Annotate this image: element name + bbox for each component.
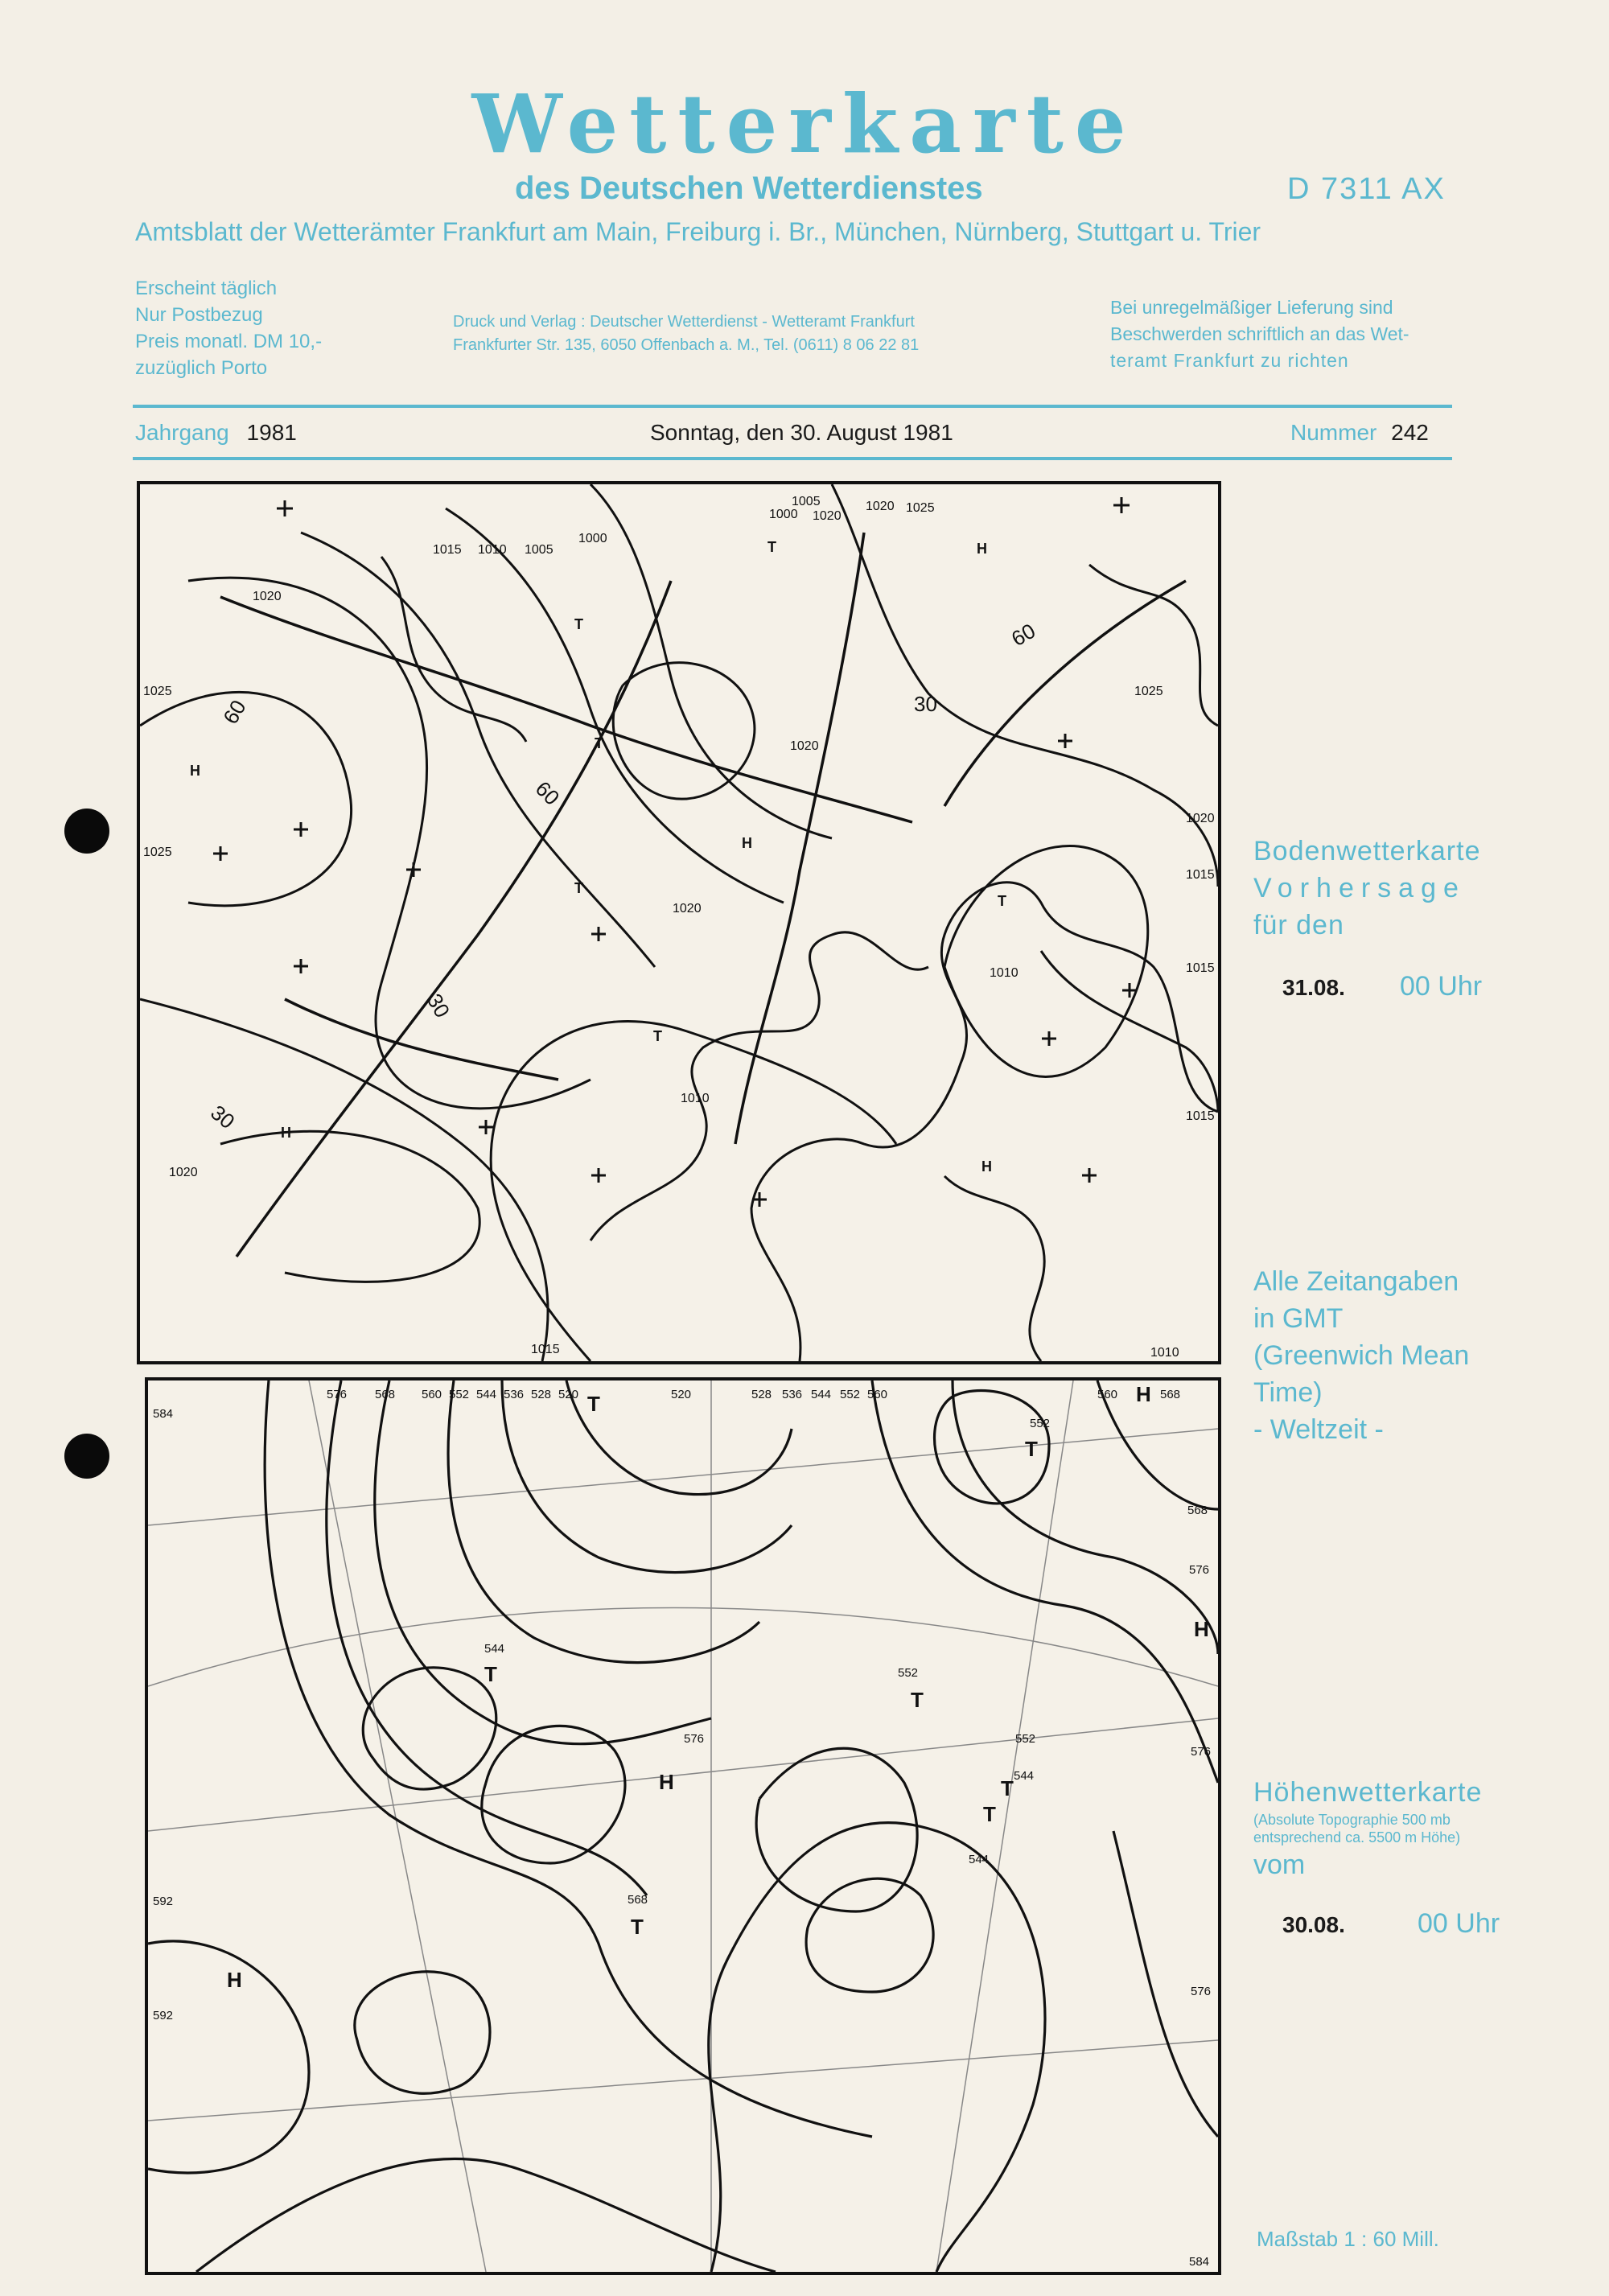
info-line: Bei unregelmäßiger Lieferung sind [1110, 297, 1393, 318]
thickness-label: 30 [422, 990, 455, 1023]
heading-line: für den [1253, 910, 1344, 940]
low-marker: T [587, 1392, 600, 1416]
info-line: Preis monatl. DM 10,- [135, 331, 323, 352]
graticule [148, 1380, 1218, 2272]
upper-air-map [145, 1377, 1221, 2275]
contour-label: 528 [531, 1388, 552, 1401]
surface-map-date: 31.08. [1282, 975, 1345, 1000]
thickness-label: 60 [218, 695, 251, 728]
amtsblatt-line: Amtsblatt der Wetterämter Frankfurt am Main, Freiburg i. Br., München, Nürnberg, Stuttgart u. Trier [135, 217, 1261, 246]
publication-code: D 7311 AX [1287, 172, 1446, 206]
upper-map-time: 00 Uhr [1418, 1908, 1500, 1939]
isobar-label: 1020 [169, 1166, 198, 1179]
contour-label: 592 [153, 2009, 174, 2022]
high-marker: H [659, 1770, 674, 1794]
contour-label: 544 [476, 1388, 497, 1401]
high-marker: H [281, 1125, 291, 1141]
coastline [381, 557, 526, 742]
low-marker: T [595, 735, 603, 751]
map-scale: Maßstab 1 : 60 Mill. [1257, 2227, 1439, 2251]
punch-hole [64, 809, 109, 854]
contour-label: 552 [1030, 1417, 1051, 1430]
note-line: (Greenwich Mean [1253, 1340, 1470, 1371]
isobar-label: 1020 [866, 500, 895, 513]
contour-label: 568 [1187, 1504, 1208, 1517]
info-line: Nur Postbezug [135, 304, 263, 326]
heading-line: Höhenwetterkarte [1253, 1777, 1483, 1808]
contour-label: 536 [504, 1388, 525, 1401]
isobar-label: 1025 [143, 685, 172, 698]
jahrgang-value: 1981 [246, 420, 297, 445]
isobar-label: 1010 [990, 966, 1018, 980]
isobar [944, 846, 1148, 1076]
contour-label: 544 [1014, 1769, 1035, 1783]
contour-label: 552 [449, 1388, 470, 1401]
isobar-label: 1000 [578, 532, 607, 545]
isobar-label: 1025 [906, 501, 935, 515]
isobar-label: 1025 [143, 846, 172, 859]
subheading-line: (Absolute Topographie 500 mb [1253, 1812, 1451, 1828]
front [220, 597, 912, 822]
contour-label: 584 [1189, 2255, 1210, 2269]
low-marker: T [1001, 1776, 1014, 1800]
contour-label: 568 [375, 1388, 396, 1401]
isobar [491, 1021, 896, 1361]
surface-weather-map [137, 481, 1221, 1364]
subscription-info [135, 275, 322, 381]
contour-label: 544 [811, 1388, 832, 1401]
contour-label: 576 [1191, 1745, 1212, 1759]
coastline [1089, 565, 1218, 726]
heading-line: Vorhersage [1253, 873, 1466, 903]
info-line: teramt Frankfurt zu richten [1110, 350, 1349, 371]
isobar-label: 1010 [478, 543, 507, 557]
nummer [1290, 420, 1429, 446]
contour-label: 568 [1160, 1388, 1181, 1401]
info-line: Druck und Verlag : Deutscher Wetterdienst - Wetteramt Frankfurt [453, 313, 915, 331]
isobar-label: 1005 [792, 495, 821, 508]
low-marker: T [1025, 1437, 1038, 1461]
punch-hole [64, 1434, 109, 1479]
isobar-label: 1020 [673, 902, 702, 916]
low-marker: T [631, 1915, 644, 1939]
isobar-label: 1000 [769, 508, 798, 521]
high-marker: H [227, 1968, 242, 1992]
isobar-label: 1015 [531, 1343, 560, 1356]
upper-map-date: 30.08. [1282, 1912, 1345, 1937]
contour-label: 560 [422, 1388, 442, 1401]
low-marker: T [653, 1028, 662, 1044]
contour-label: 568 [628, 1893, 648, 1907]
high-marker: H [1136, 1382, 1151, 1406]
issue-date: Sonntag, den 30. August 1981 [650, 420, 953, 445]
thickness-label: 30 [206, 1100, 240, 1134]
complaint-info [1110, 294, 1409, 374]
surface-map-drawing [140, 484, 1218, 1361]
contour-label: 552 [840, 1388, 861, 1401]
rule-bottom [133, 457, 1452, 460]
contour-label: 520 [671, 1388, 692, 1401]
isobar-label: 1015 [1186, 961, 1215, 975]
isobar [220, 1131, 479, 1282]
note-line: Alle Zeitangaben [1253, 1266, 1459, 1297]
coastline [751, 883, 1218, 1361]
isobar [591, 484, 832, 838]
info-line: Beschwerden schriftlich an das Wet- [1110, 323, 1409, 344]
contour-label: 552 [898, 1666, 919, 1680]
contour-label: 576 [327, 1388, 348, 1401]
high-marker: H [190, 763, 200, 779]
contour-label: 584 [153, 1407, 174, 1421]
isobar [140, 999, 548, 1361]
contour-label: 576 [1191, 1985, 1212, 1998]
surface-map-time: 00 Uhr [1400, 971, 1483, 1002]
surface-map-heading [1253, 833, 1481, 944]
isobar-label: 1015 [1186, 868, 1215, 882]
info-line: zuzüglich Porto [135, 357, 268, 379]
subheading-line: entsprechend ca. 5500 m Höhe) [1253, 1829, 1461, 1845]
isobar-label: 1020 [813, 509, 842, 523]
rule-top [133, 405, 1452, 408]
contour-label: 520 [558, 1388, 579, 1401]
subtitle: des Deutschen Wetterdienstes [515, 171, 983, 206]
pressure-marker-group [190, 539, 1006, 1175]
high-marker: H [977, 541, 987, 557]
contour-label: 544 [969, 1853, 990, 1866]
high-marker: H [981, 1158, 992, 1175]
jahrgang [135, 420, 297, 446]
isobar-label: 1010 [681, 1092, 710, 1105]
contour-label: 528 [751, 1388, 772, 1401]
low-marker: T [574, 880, 583, 896]
info-line: Erscheint täglich [135, 278, 278, 299]
low-marker: T [574, 616, 583, 632]
thickness-label: 60 [1007, 618, 1040, 652]
front [735, 533, 864, 1144]
contour-label: 592 [153, 1895, 174, 1908]
note-line: in GMT [1253, 1303, 1344, 1334]
info-line: Frankfurter Str. 135, 6050 Offenbach a. M., Tel. (0611) 8 06 22 81 [453, 336, 920, 354]
thickness-label: 60 [530, 776, 565, 810]
contours [148, 1380, 1218, 2272]
isobar-label: 1005 [525, 543, 553, 557]
isobar-label: 1010 [1150, 1346, 1179, 1360]
jahrgang-label: Jahrgang [135, 420, 229, 445]
coastline [944, 1176, 1044, 1361]
high-marker: H [1194, 1617, 1209, 1641]
contour-label: 576 [1189, 1563, 1210, 1577]
isobar-label: 1025 [1134, 685, 1163, 698]
thickness-label: 30 [914, 692, 937, 716]
low-marker: T [767, 539, 776, 555]
contour-label: 536 [782, 1388, 803, 1401]
isobar-label-group [143, 495, 1215, 1360]
contour-label: 560 [1097, 1388, 1118, 1401]
upper-map-drawing [148, 1380, 1218, 2272]
publisher-info [453, 311, 919, 357]
low-marker: T [484, 1662, 497, 1686]
contour-label: 576 [684, 1732, 705, 1746]
heading-line: Bodenwetterkarte [1253, 836, 1481, 866]
contour-label: 560 [867, 1388, 888, 1401]
note-line: - Weltzeit - [1253, 1414, 1384, 1445]
low-marker: T [998, 893, 1006, 909]
isobar-label: 1020 [790, 739, 819, 753]
isobar-label: 1015 [433, 543, 462, 557]
isobar-label: 1015 [1186, 1109, 1215, 1123]
upper-map-heading [1253, 1774, 1482, 1883]
time-note [1253, 1263, 1469, 1448]
front [237, 581, 671, 1257]
page-title: Wetterkarte [471, 76, 1138, 171]
low-marker: T [983, 1802, 996, 1826]
isobar-label: 1020 [253, 590, 282, 603]
contour-label: 552 [1015, 1732, 1036, 1746]
isobar [613, 663, 755, 799]
heading-line: vom [1253, 1850, 1306, 1880]
contour-label: 544 [484, 1642, 505, 1656]
nummer-label: Nummer [1290, 420, 1377, 445]
isobar-label: 1020 [1186, 812, 1215, 825]
isobar [140, 692, 352, 905]
high-marker: H [742, 835, 752, 851]
low-marker: T [911, 1688, 924, 1712]
nummer-value: 242 [1391, 420, 1429, 445]
note-line: Time) [1253, 1377, 1323, 1408]
